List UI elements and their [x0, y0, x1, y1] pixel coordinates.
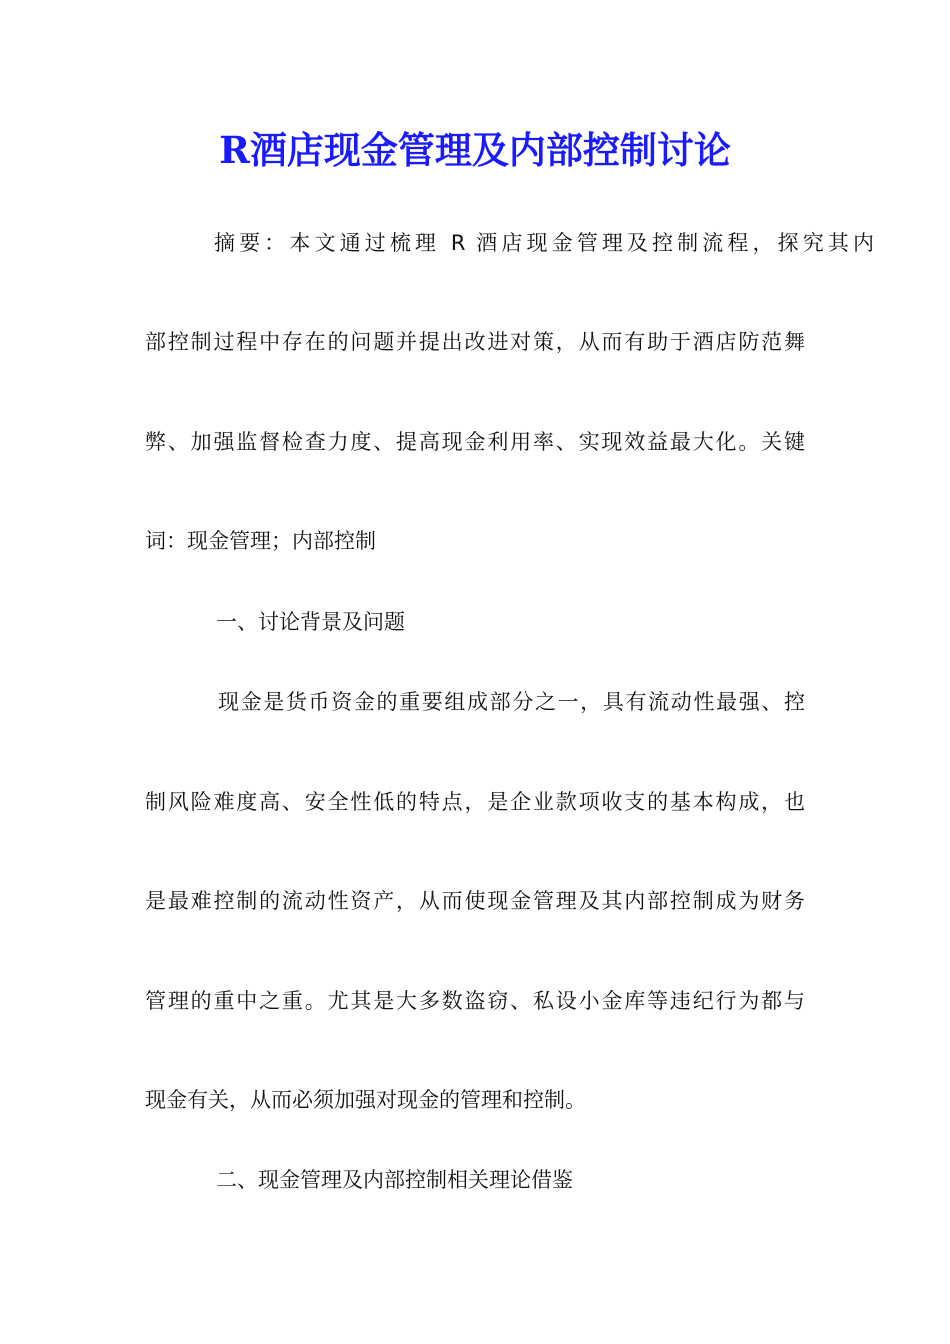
abstract-line: 弊、加强监督检查力度、提高现金利用率、实现效益最大化。关键: [145, 430, 805, 454]
paragraph-line: 管理的重中之重。尤其是大多数盗窃、私设小金库等违纪行为都与: [145, 989, 805, 1013]
document-title: R酒店现金管理及内部控制讨论: [219, 128, 731, 172]
abstract-line: 部控制过程中存在的问题并提出改进对策，从而有助于酒店防范舞: [145, 330, 805, 354]
section-heading: 二、现金管理及内部控制相关理论借鉴: [216, 1168, 573, 1192]
paragraph-line: 现金有关，从而必须加强对现金的管理和控制。: [145, 1088, 586, 1112]
section-heading: 一、讨论背景及问题: [216, 610, 405, 634]
abstract-line: 词：现金管理；内部控制: [145, 529, 376, 553]
abstract-line: 摘要：本文通过梳理 R 酒店现金管理及控制流程，探究其内: [214, 231, 874, 255]
paragraph-line: 现金是货币资金的重要组成部分之一，具有流动性最强、控: [218, 690, 805, 714]
paragraph-line: 是最难控制的流动性资产，从而使现金管理及其内部控制成为财务: [145, 889, 805, 913]
paragraph-line: 制风险难度高、安全性低的特点，是企业款项收支的基本构成，也: [145, 790, 805, 814]
